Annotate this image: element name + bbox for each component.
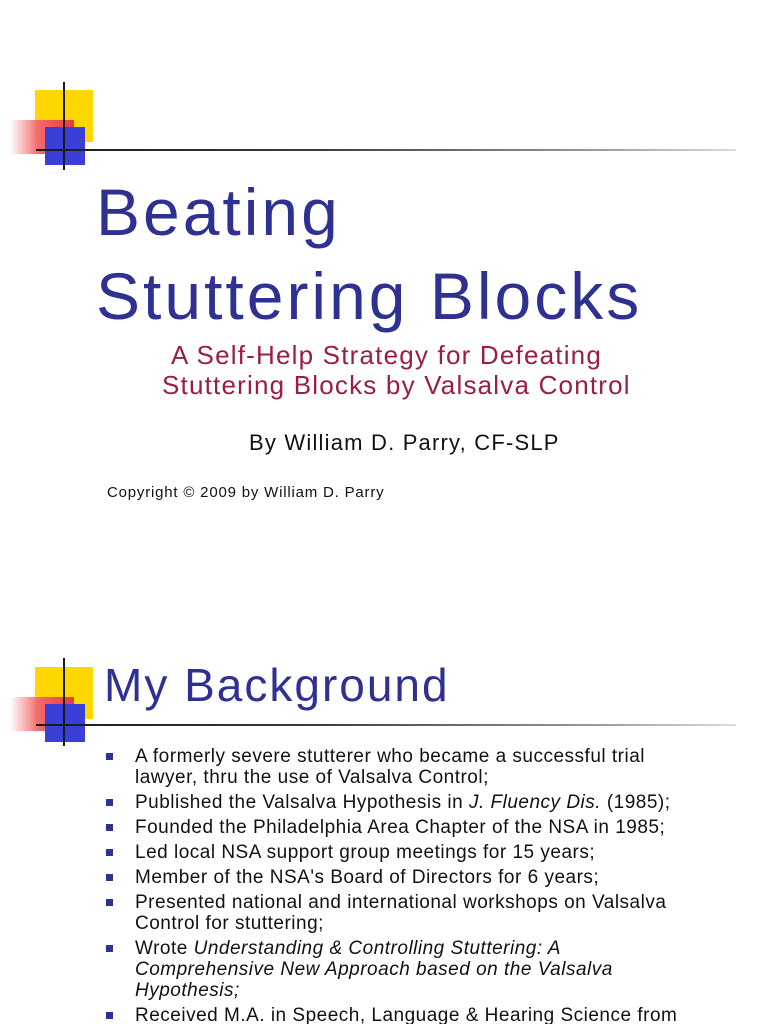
bullet-marker-icon: [106, 849, 113, 856]
bullet-text: Control for stuttering;: [135, 913, 324, 934]
bullet-text: A formerly severe stutterer who became a successful trial: [135, 746, 646, 767]
list-item: [106, 817, 756, 838]
book-title: Comprehensive New Approach based on the Valsalva: [135, 959, 613, 980]
slide-decoration: [0, 0, 768, 180]
slide-title: My Background: [104, 659, 450, 711]
slide-title: [96, 170, 642, 338]
list-item: [106, 938, 756, 1001]
slide-title-line: Stuttering Blocks: [96, 259, 643, 333]
bullet-marker-icon: [106, 874, 113, 881]
bullet-marker-icon: [106, 824, 113, 831]
vertical-rule-decoration: [63, 82, 65, 170]
book-title: Hypothesis;: [135, 980, 240, 1001]
background-slide: [0, 640, 768, 1024]
bullet-text: Led local NSA support group meetings for 15 years;: [135, 842, 596, 863]
bullet-text: (1985);: [601, 792, 671, 813]
list-item: [106, 1005, 756, 1024]
subtitle-line: Stuttering Blocks by Valsalva Control: [162, 370, 631, 400]
bullet-marker-icon: [106, 945, 113, 952]
bullet-text: Presented national and international workshops on Valsalva: [135, 892, 667, 913]
list-item: [106, 746, 756, 788]
list-item: [106, 892, 756, 934]
blue-square-decoration: [45, 127, 85, 165]
bullet-text: Member of the NSA's Board of Directors for 6 years;: [135, 867, 600, 888]
book-title: Understanding & Controlling Stuttering: A: [193, 938, 561, 959]
bullet-text: Published the Valsalva Hypothesis in: [135, 792, 469, 813]
bullet-text: Wrote: [135, 938, 194, 959]
blue-square-decoration: [45, 704, 85, 742]
bullet-text: Founded the Philadelphia Area Chapter of the NSA in 1985;: [135, 817, 666, 838]
bullet-marker-icon: [106, 799, 113, 806]
bullet-marker-icon: [106, 753, 113, 760]
bullet-marker-icon: [106, 1012, 113, 1019]
list-item: [106, 867, 756, 888]
vertical-rule-decoration: [63, 658, 65, 746]
background-bullet-list: [106, 746, 756, 1024]
author-byline: By William D. Parry, CF-SLP: [249, 430, 560, 455]
subtitle-line: A Self-Help Strategy for Defeating: [171, 340, 603, 370]
slide-subtitle: [162, 340, 631, 400]
bullet-text: Received M.A. in Speech, Language & Hearing Science from: [135, 1005, 678, 1024]
slide-title-line: Beating: [96, 175, 341, 249]
bullet-marker-icon: [106, 899, 113, 906]
bullet-text: lawyer, thru the use of Valsalva Control;: [135, 767, 489, 788]
horizontal-rule-decoration: [36, 149, 736, 151]
list-item: [106, 842, 756, 863]
journal-title: J. Fluency Dis.: [468, 792, 602, 813]
horizontal-rule-decoration: [36, 724, 736, 726]
list-item: [106, 792, 756, 813]
copyright-notice: Copyright © 2009 by William D. Parry: [107, 484, 385, 501]
